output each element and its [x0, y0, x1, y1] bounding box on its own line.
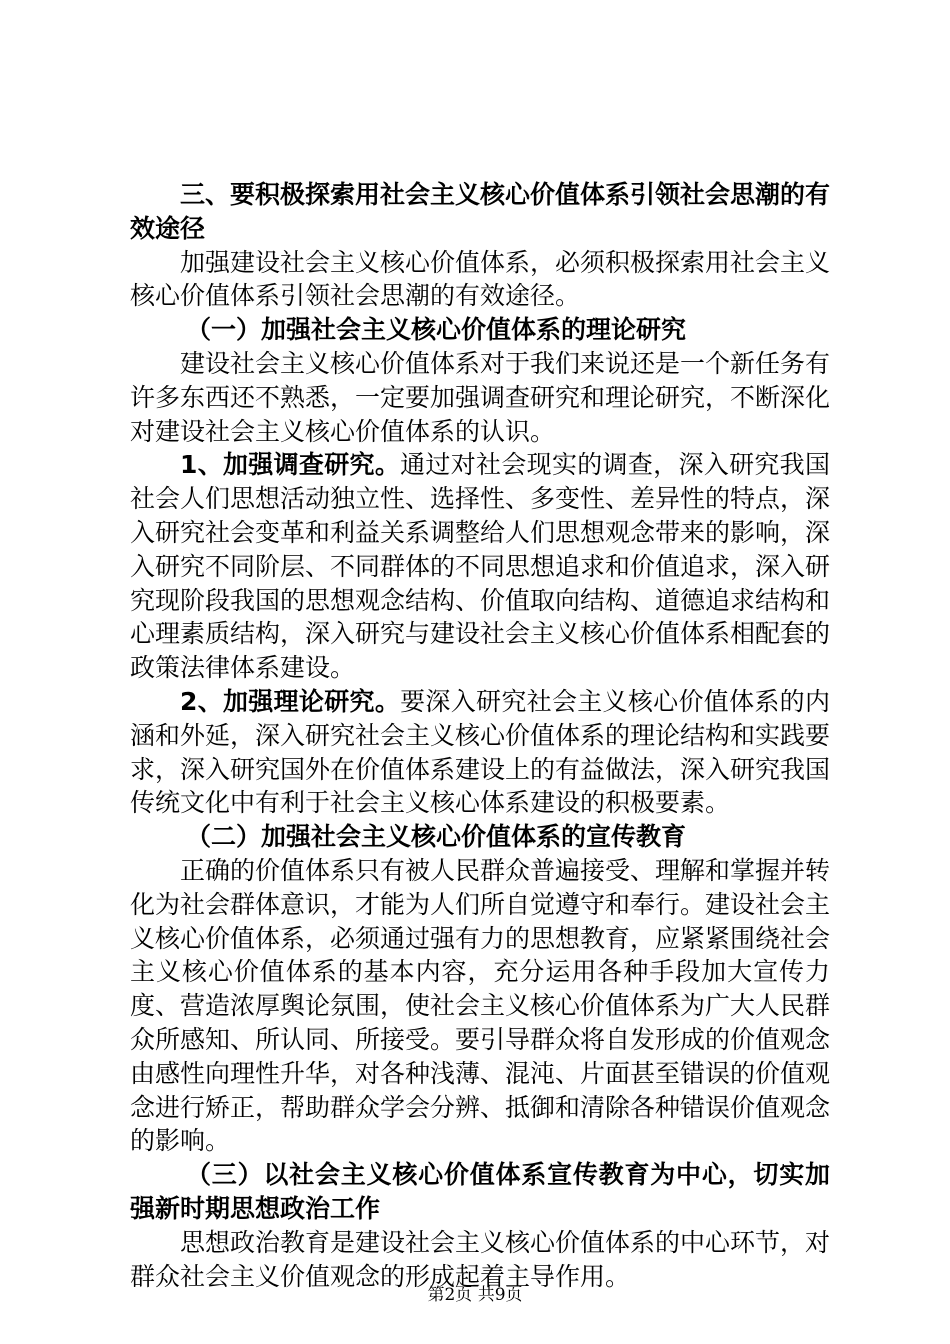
list-item-2-text: 要深入研究社会主义核心价值体系的内涵和外延，深入研究社会主义核心价值体系的理论结构和实践要求，深入研究国外在价值体系建设上的有益做法，深入研究我国传统文化中有利于社会主义核心体系建设的积极要素。 [130, 686, 831, 818]
list-item-1 [130, 448, 830, 685]
paragraph-1: 建设社会主义核心价值体系对于我们来说还是一个新任务有许多东西还不熟悉，一定要加强调查研究和理论研究，不断深化对建设社会主义核心价值体系的认识。 [130, 348, 831, 446]
section-heading: 三、要积极探索用社会主义核心价值体系引领社会思潮的有效途径 [130, 180, 831, 243]
list-item-1-lead: 1、加强调查研究。 [180, 450, 401, 480]
paragraph-3: 思想政治教育是建设社会主义核心价值体系的中心环节，对群众社会主义价值观念的形成起着主导作用。 [130, 1227, 831, 1291]
list-item-2-lead: 2、加强理论研究。 [180, 686, 401, 716]
intro-paragraph: 加强建设社会主义核心价值体系，必须积极探索用社会主义核心价值体系引领社会思潮的有效途径。 [130, 247, 831, 311]
list-item-1-text: 通过对社会现实的调查，深入研究我国社会人们思想活动独立性、选择性、多变性、差异性的特点，深入研究社会变革和利益关系调整给人们思想观念带来的影响，深入研究不同阶层、不同群体的不同思想追求和价值追求，深入研究现阶段我国的思想观念结构、价值取向结构、道德追求结构和心理素质结构，深入研究与建设社会主义核心价值体系相配套的政策法律体系建设。 [130, 450, 831, 683]
subsection-heading-3: （三）以社会主义核心价值体系宣传教育为中心，切实加强新时期思想政治工作 [130, 1160, 830, 1223]
document-body [130, 178, 830, 1293]
list-item-2 [130, 685, 830, 820]
subsection-heading-2: （二）加强社会主义核心价值体系的宣传教育 [186, 822, 687, 852]
paragraph-2: 正确的价值体系只有被人民群众普遍接受、理解和掌握并转化为社会群体意识，才能为人们所自觉遵守和奉行。建设社会主义核心价值体系，必须通过强有力的思想教育，应紧紧围绕社会主义核心价值体系的基本内容，充分运用各种手段加大宣传力度、营造浓厚舆论氛围，使社会主义核心价值体系为广大人民群众所感知、所认同、所接受。要引导群众将自发形成的价值观念由感性向理性升华，对各种浅薄、混沌、片面甚至错误的价值观念进行矫正，帮助群众学会分辨、抵御和清除各种错误价值观念的影响。 [130, 855, 831, 1156]
page-footer: 第2页 共9页 [427, 1285, 523, 1305]
subsection-heading-1: （一）加强社会主义核心价值体系的理论研究 [186, 315, 687, 345]
